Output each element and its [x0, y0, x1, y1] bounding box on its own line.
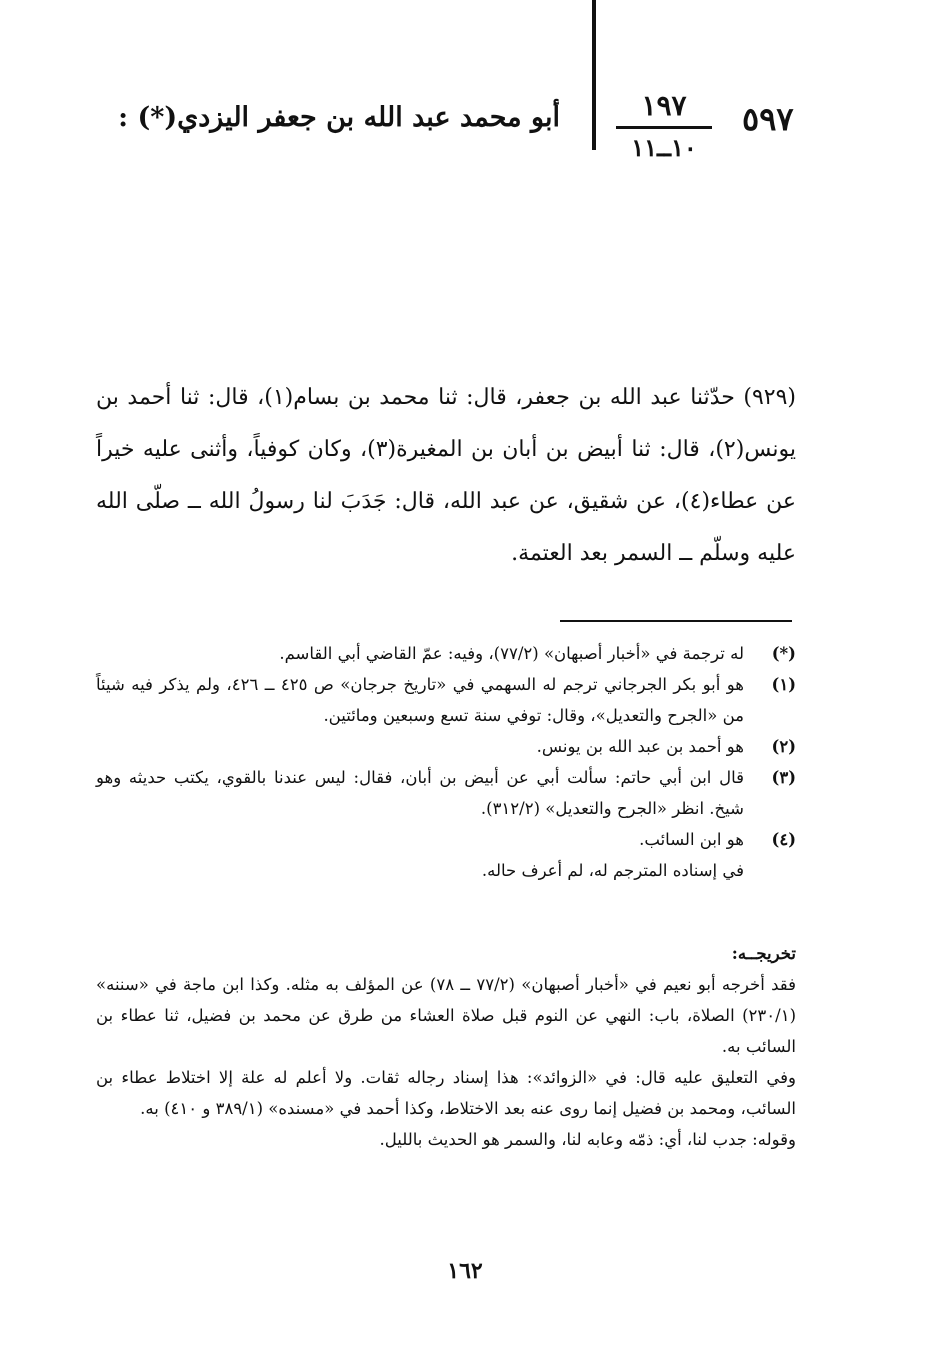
- takhrij-paragraph: فقد أخرجه أبو نعيم في «أخبار أصبهان» (٧٧/٢ ــ ٧٨) عن المؤلف به مثله. وكذا ابن ماجة في «سننه» (٢٣٠/١) الصلاة، باب: النهي عن النوم قبل صلاة العشاء من طرق عن محمد بن فضيل، ثنا عطاء بن السائب به.: [96, 975, 796, 1056]
- hadith-paragraph: (٩٢٩) حدّثنا عبد الله بن جعفر، قال: ثنا محمد بن بسام(١)، قال: ثنا أحمد بن يونس(٢)، قال: ثنا أبيض بن أبان بن المغيرة(٣)، وكان كوفياً، وأثنى عليه خيراً عن عطاء(٤)، عن شقيق، عن عبد الله، قال: جَدَبَ لنا رسولُ الله ــ صلّى الله عليه وسلّم ــ السمر بعد العتمة.: [96, 385, 796, 566]
- takhrij-section: [96, 938, 796, 1155]
- footnote: [96, 824, 796, 855]
- footnote-text: له ترجمة في «أخبار أصبهان» (٧٧/٢)، وفيه: عمّ القاضي أبي القاسم.: [279, 644, 744, 663]
- page-number: ١٦٢: [447, 1258, 483, 1284]
- fraction-top: ١٩٧: [641, 89, 687, 122]
- footnotes: [96, 638, 796, 886]
- footnote-text: هو أبو بكر الجرجاني ترجم له السهمي في «تاريخ جرجان» ص ٤٢٥ ــ ٤٢٦، ولم يذكر فيه شيئاً من «الجرح والتعديل»، وقال: توفي سنة تسع وسبعين ومائتين.: [96, 675, 744, 725]
- entry-title: أبو محمد عبد الله بن جعفر اليزدي(*) :: [118, 102, 560, 133]
- takhrij-paragraph: وفي التعليق عليه قال: في «الزوائد»: هذا إسناد رجاله ثقات. ولا أعلم له علة إلا اختلاط عطاء بن السائب، ومحمد بن فضيل إنما روى عنه بعد الاختلاط، وكذا أحمد في «مسنده» (٣٨٩/١ و ٤١٠) به.: [96, 1068, 796, 1118]
- header-divider: [592, 0, 596, 150]
- hadith-number: ٥٩٧: [742, 100, 794, 138]
- footnote-separator: [560, 620, 792, 622]
- takhrij-heading: تخريجــه:: [731, 944, 796, 963]
- footnote-text: هو أحمد بن عبد الله بن يونس.: [536, 737, 744, 756]
- footnote-mark: (٣): [771, 768, 796, 787]
- volume-fraction: [616, 88, 712, 165]
- fraction-bottom: ١٠ــ١١: [631, 133, 697, 162]
- footnote: [96, 638, 796, 669]
- takhrij-paragraph: وقوله: جدب لنا، أي: ذمّه وعابه لنا، والسمر هو الحديث بالليل.: [379, 1130, 796, 1149]
- footnote-mark: (٢): [771, 737, 796, 756]
- footnote-mark: (١): [771, 675, 796, 694]
- footnote-conclusion: في إسناده المترجم له، لم أعرف حاله.: [481, 861, 744, 880]
- footnote-mark: (*): [771, 644, 796, 663]
- footnote-mark: (٤): [771, 830, 796, 849]
- footnote: [96, 669, 796, 731]
- footnote-text: قال ابن أبي حاتم: سألت أبي عن أبيض بن أبان، فقال: ليس عندنا بالقوي، يكتب حديثه وهو شيخ. انظر «الجرح والتعديل» (٣١٢/٢).: [96, 768, 744, 818]
- main-text: [96, 372, 796, 580]
- footnote-text: هو ابن السائب.: [639, 830, 744, 849]
- footnote: [96, 731, 796, 762]
- fraction-line: [616, 126, 712, 129]
- footnote: [96, 762, 796, 824]
